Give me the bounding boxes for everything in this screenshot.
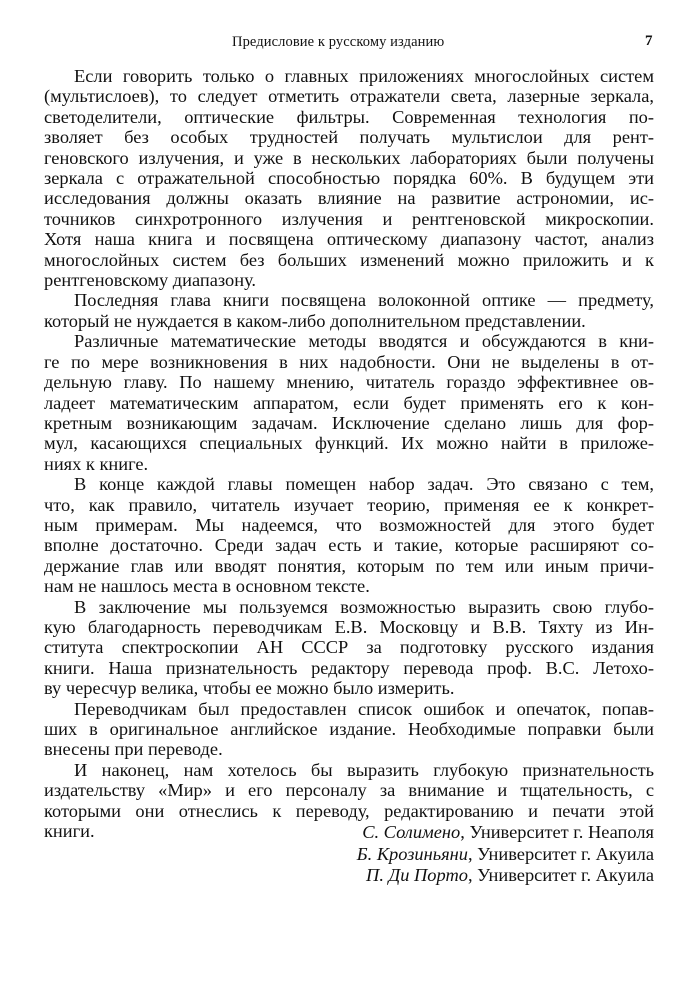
text-line: которыми они отнеслись к переводу, редактированию и печати этой (44, 800, 654, 821)
signature-affiliation: , Университет г. Акуила (467, 843, 654, 864)
signature-line (44, 822, 654, 844)
text-line: В заключение мы пользуемся возможностью выразить свою глубо- (74, 596, 654, 617)
text-line: издательству «Мир» и его персоналу за внимание и тщательность, с (44, 780, 654, 801)
text-line: геновского излучения, и уже в нескольких лабораториях были получены (44, 147, 654, 168)
text-line: который не нуждается в каком-либо дополнительном представлении. (44, 310, 586, 331)
text-line: (мультислоев), то следует отметить отражатели света, лазерные зеркала, (44, 86, 654, 107)
paragraph (44, 597, 654, 699)
text-line: мул, касающихся специальных функций. Их можно найти в приложе- (44, 433, 654, 454)
body-text (44, 66, 654, 841)
text-line: Последняя глава книги посвящена волоконной оптике — предмету, (74, 290, 654, 311)
paragraph (44, 699, 654, 760)
text-line: Различные математические методы вводятся и обсуждаются в кни- (74, 331, 654, 352)
text-line: вполне достаточно. Среди задач есть и такие, которые расширяют со- (44, 535, 654, 556)
signature-line (44, 865, 654, 887)
text-line: Если говорить только о главных приложениях многослойных систем (74, 66, 654, 86)
text-line: что, как правило, читатель изучает теорию, применяя ее к конкрет- (44, 494, 654, 515)
text-line: ниях к книге. (44, 453, 149, 474)
text-line: Переводчикам был предоставлен список ошибок и опечаток, попав- (74, 698, 654, 719)
text-line: дельную главу. По нашему мнению, читатель гораздо эффективнее ов- (44, 372, 654, 393)
text-line: ге по мере возникновения в них надобности. Они не выделены в от- (44, 351, 654, 372)
paragraph (44, 474, 654, 596)
running-title: Предисловие к русскому изданию (232, 34, 445, 50)
signature-name: П. Ди Порто (366, 865, 468, 885)
paragraph (44, 331, 654, 474)
text-line: точников синхротронного излучения и рентгеновской микроскопии. (44, 208, 654, 229)
text-line: И наконец, нам хотелось бы выразить глубокую признательность (74, 759, 654, 780)
text-line: многослойных систем без больших изменений можно приложить и к (44, 249, 654, 270)
text-line: держание глав или вводят понятия, которым по тем или иным причи- (44, 555, 654, 576)
text-line: рентгеновскому диапазону. (44, 270, 257, 291)
text-line: ным примерам. Мы надеемся, что возможностей для этого будет (44, 514, 654, 535)
text-line: ших в оригинальное английское издание. Необходимые поправки были (44, 719, 654, 739)
text-line: исследования должны оказать влияние на развитие астрономии, ис- (44, 188, 654, 209)
text-line: светоделители, оптические фильтры. Современная технология по- (44, 106, 654, 127)
signature-affiliation: , Университет г. Неаполя (460, 822, 654, 842)
text-line: кретным возникающим задачам. Исключение сделано лишь для фор- (44, 412, 654, 433)
text-line: книги. (44, 821, 95, 842)
text-line: ститута спектроскопии АН СССР за подготовку русского издания (44, 637, 654, 658)
paragraph (44, 66, 654, 290)
text-line: кую благодарность переводчикам Е.В. Московцу и В.В. Тяхту из Ин- (44, 616, 654, 637)
signature-name: С. Солимено (362, 822, 461, 842)
text-line: В конце каждой главы помещен набор задач. Это связано с тем, (74, 474, 654, 495)
text-line: ладеет математическим аппаратом, если будет применять его к кон- (44, 392, 654, 413)
signature-affiliation: , Университет г. Акуила (467, 865, 654, 885)
text-line: зеркала с отражательной способностью порядка 60%. В будущем эти (44, 168, 654, 189)
page-number: 7 (645, 33, 653, 49)
text-line: Хотя наша книга и посвящена оптическому диапазону частот, анализ (44, 229, 654, 250)
signature-line (44, 844, 654, 866)
signature-name: Б. Крозиньяни (356, 843, 468, 864)
paragraph (44, 290, 654, 331)
text-line: нам не нашлось места в основном тексте. (44, 576, 370, 597)
text-line: ву чересчур велика, чтобы ее можно было измерить. (44, 678, 455, 699)
text-line: книги. Наша признательность редактору перевода проф. В.С. Летохо- (44, 657, 654, 678)
signatures (44, 822, 654, 887)
text-line: внесены при переводе. (44, 739, 223, 760)
text-line: зволяет без особых трудностей получать мультислои для рент- (44, 127, 654, 148)
